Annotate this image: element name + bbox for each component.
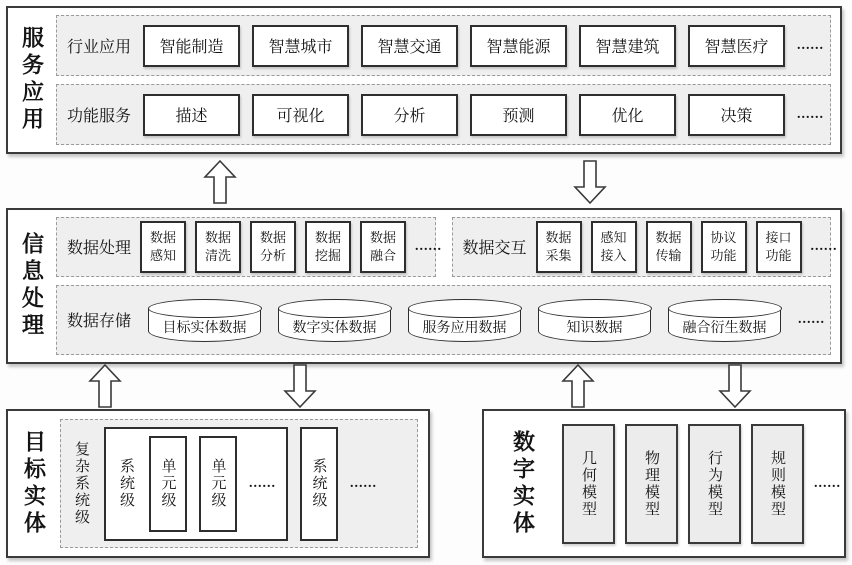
- ellipsis: ......: [797, 106, 825, 122]
- database-cylinder: 知识数据: [538, 308, 651, 342]
- layer-title-service: 服务应用: [19, 26, 45, 134]
- data-interaction-group: [452, 217, 838, 277]
- arrow-down-icon: [283, 363, 317, 409]
- layer-title-digital: 数字实体: [510, 429, 536, 538]
- model-box: 几何模型: [562, 424, 615, 544]
- function-box: 预测: [470, 94, 567, 136]
- function-box: 优化: [579, 94, 676, 136]
- data-storage-group: [56, 285, 831, 355]
- processing-box: 数据融合: [360, 221, 406, 273]
- interaction-box: 接口功能: [756, 221, 802, 273]
- interaction-box: 数据传输: [646, 221, 692, 273]
- row-label-interaction: 数据交互: [462, 240, 527, 258]
- industry-box: 智慧医疗: [688, 25, 785, 67]
- industry-box: 智慧交通: [361, 25, 458, 67]
- industry-box: 智慧城市: [252, 25, 349, 67]
- processing-box: 数据感知: [140, 221, 186, 273]
- row-label-processing: 数据处理: [67, 240, 132, 258]
- ellipsis: ......: [415, 238, 443, 254]
- system-level-box: 系统级: [300, 427, 338, 541]
- digital-entity-layer: [482, 409, 846, 558]
- system-level-group: [104, 427, 288, 541]
- complex-system-panel: [60, 419, 418, 548]
- information-processing-layer: [6, 208, 842, 364]
- ellipsis: ......: [249, 475, 276, 491]
- function-box: 决策: [688, 94, 785, 136]
- function-box: 分析: [361, 94, 458, 136]
- data-processing-group: [56, 217, 443, 277]
- industry-application-row: [56, 15, 831, 76]
- row-label-storage: 数据存储: [67, 313, 132, 331]
- layer-title-target: 目标实体: [21, 429, 47, 538]
- arrow-down-icon: [718, 363, 752, 409]
- system-level-label: 系统级: [118, 458, 134, 509]
- interaction-box: 数据采集: [536, 221, 582, 273]
- industry-box: 智能制造: [143, 25, 240, 67]
- function-service-row: [56, 84, 831, 145]
- ellipsis: ......: [798, 311, 826, 327]
- industry-box: 智慧能源: [470, 25, 567, 67]
- database-cylinder: 数字实体数据: [278, 308, 391, 342]
- industry-box: 智慧建筑: [579, 25, 676, 67]
- processing-box: 数据挖掘: [305, 221, 351, 273]
- service-application-layer: [6, 6, 842, 154]
- function-box: 可视化: [252, 94, 349, 136]
- database-cylinder: 融合衍生数据: [668, 308, 781, 342]
- complex-system-label: 复杂系统级: [73, 441, 89, 526]
- ellipsis: ......: [814, 475, 841, 491]
- database-cylinder: 目标实体数据: [148, 308, 261, 342]
- info-rows: [56, 210, 840, 362]
- arrow-up-icon: [88, 363, 122, 409]
- arrow-up-icon: [561, 363, 595, 409]
- unit-level-box: 单元级: [149, 436, 187, 532]
- arrow-up-icon: [203, 159, 237, 205]
- processing-box: 数据清洗: [195, 221, 241, 273]
- model-box: 行为模型: [688, 424, 741, 544]
- layer-title-info: 信息处理: [19, 232, 45, 340]
- function-box: 描述: [143, 94, 240, 136]
- ellipsis: ......: [810, 238, 838, 254]
- database-cylinder: 服务应用数据: [408, 308, 521, 342]
- ellipsis: ......: [350, 475, 377, 491]
- unit-level-box: 单元级: [199, 436, 237, 532]
- model-box: 物理模型: [625, 424, 678, 544]
- interaction-box: 感知接入: [591, 221, 637, 273]
- processing-box: 数据分析: [250, 221, 296, 273]
- service-rows: [56, 8, 840, 152]
- row-label-industry: 行业应用: [67, 39, 132, 56]
- ellipsis: ......: [797, 37, 825, 53]
- arrow-down-icon: [573, 159, 607, 205]
- target-entity-layer: [6, 409, 430, 558]
- processing-interaction-row: [56, 217, 838, 277]
- row-label-function: 功能服务: [67, 108, 132, 125]
- model-box: 规则模型: [751, 424, 804, 544]
- interaction-box: 协议功能: [701, 221, 747, 273]
- model-boxes: [562, 411, 844, 556]
